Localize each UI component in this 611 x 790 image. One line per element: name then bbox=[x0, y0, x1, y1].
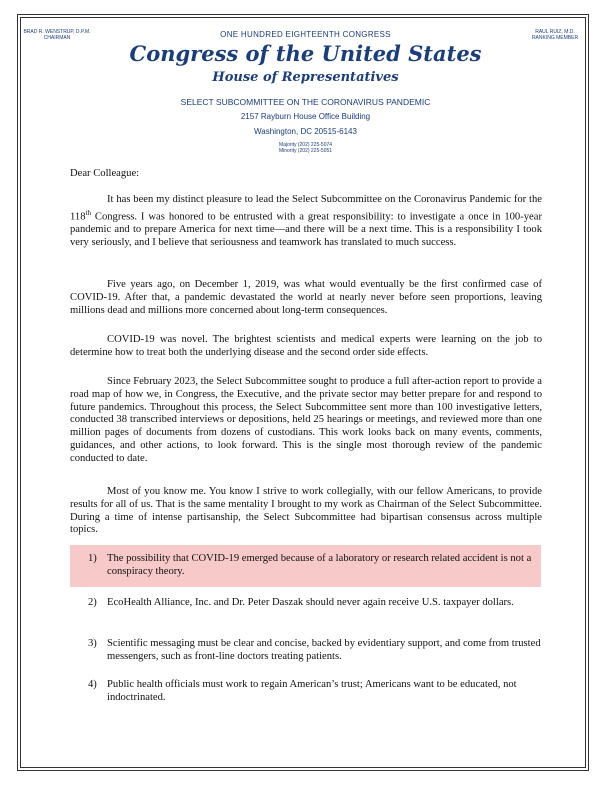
letterhead-title: Congress of the United States bbox=[129, 41, 482, 66]
congress-line: ONE HUNDRED EIGHTEENTH CONGRESS bbox=[220, 30, 391, 39]
paragraph-3: COVID-19 was novel. The brightest scientists and medical experts were learning on the job to determine how to treat both the underlying disease and the second order side effects. bbox=[70, 334, 542, 358]
list-item-text: EcoHealth Alliance, Inc. and Dr. Peter Daszak should never again receive U.S. taxpayer dollars. bbox=[107, 597, 514, 608]
greeting: Dear Colleague: bbox=[70, 168, 140, 179]
office-city: Washington, DC 20515-6143 bbox=[254, 127, 357, 136]
list-item-text: Public health officials must work to regain American’s trust; Americans want to be educated, not indoctrinated. bbox=[107, 679, 517, 703]
majority-phone: Majority (202) 225-5074 bbox=[278, 142, 333, 148]
ranking-member-name: RAUL RUIZ, M.D. bbox=[535, 29, 575, 35]
list-item-number: 1) bbox=[88, 553, 97, 564]
ranking-member-role: RANKING MEMBER bbox=[531, 35, 579, 41]
chairman-role: CHAIRMAN bbox=[43, 35, 71, 41]
paragraph-1 bbox=[70, 194, 542, 250]
chairman-name: BRAD R. WENSTRUP, D.P.M. bbox=[23, 29, 91, 35]
list-item-number: 3) bbox=[88, 638, 97, 649]
list-item-number: 2) bbox=[88, 597, 97, 608]
committee-name: SELECT SUBCOMMITTEE ON THE CORONAVIRUS PANDEMIC bbox=[180, 97, 431, 107]
paragraph-1-start: It has been my distinct pleasure to lead the Select Subcommittee on the Coronavirus Pandemic for the 118 bbox=[70, 194, 542, 223]
paragraph-2: Five years ago, on December 1, 2019, was what would eventually be the first confirmed case of COVID-19. After that, a pandemic devastated the world at nearly never before seen proportions, leaving millions dead and millions more concerned about long-term consequences. bbox=[70, 279, 542, 316]
paragraph-4: Since February 2023, the Select Subcommittee sought to produce a full after-action report to provide a road map of how we, in Congress, the Executive, and the private sector may better prepare for and respond to future pandemics. Throughout this process, the Select Subcommittee sent more than 100 investigative letters, conducted 38 transcribed interviews or depositions, held 25 hearings or meetings, and reviewed more than one million pages of documents from dozens of custodians. This work looks back on many events, comments, guidances, and other actions, to look forward. This is the single most thorough review of the pandemic conducted to date. bbox=[70, 376, 542, 464]
list-item-number: 4) bbox=[88, 679, 97, 690]
ordinal-suffix: th bbox=[85, 208, 91, 217]
paragraph-1-end: Congress. I was honored to be entrusted with a great responsibility: to investigate a once in 100-year pandemic and to prepare America for next time—and there will be a next time. This is a responsibility I took very seriously, and I believe that seriousness and teamwork has translated to much success. bbox=[70, 211, 542, 248]
list-item-text: Scientific messaging must be clear and concise, backed by evidentiary support, and come from trusted messengers, such as front-line doctors treating patients. bbox=[107, 638, 541, 662]
list-item-text: The possibility that COVID-19 emerged because of a laboratory or research related accident is not a conspiracy theory. bbox=[107, 553, 532, 577]
letterhead-subtitle: House of Representatives bbox=[212, 70, 399, 85]
minority-phone: Minority (202) 225-5051 bbox=[278, 148, 333, 154]
paragraph-5: Most of you know me. You know I strive to work collegially, with our fellow Americans, to provide results for all of us. That is the same mentality I brought to my work as Chairman of the Select Subcommittee. During a time of intense partisanship, the Select Subcommittee had bipartisan consensus across multiple topics. bbox=[70, 486, 542, 536]
office-address: 2157 Rayburn House Office Building bbox=[240, 112, 371, 121]
